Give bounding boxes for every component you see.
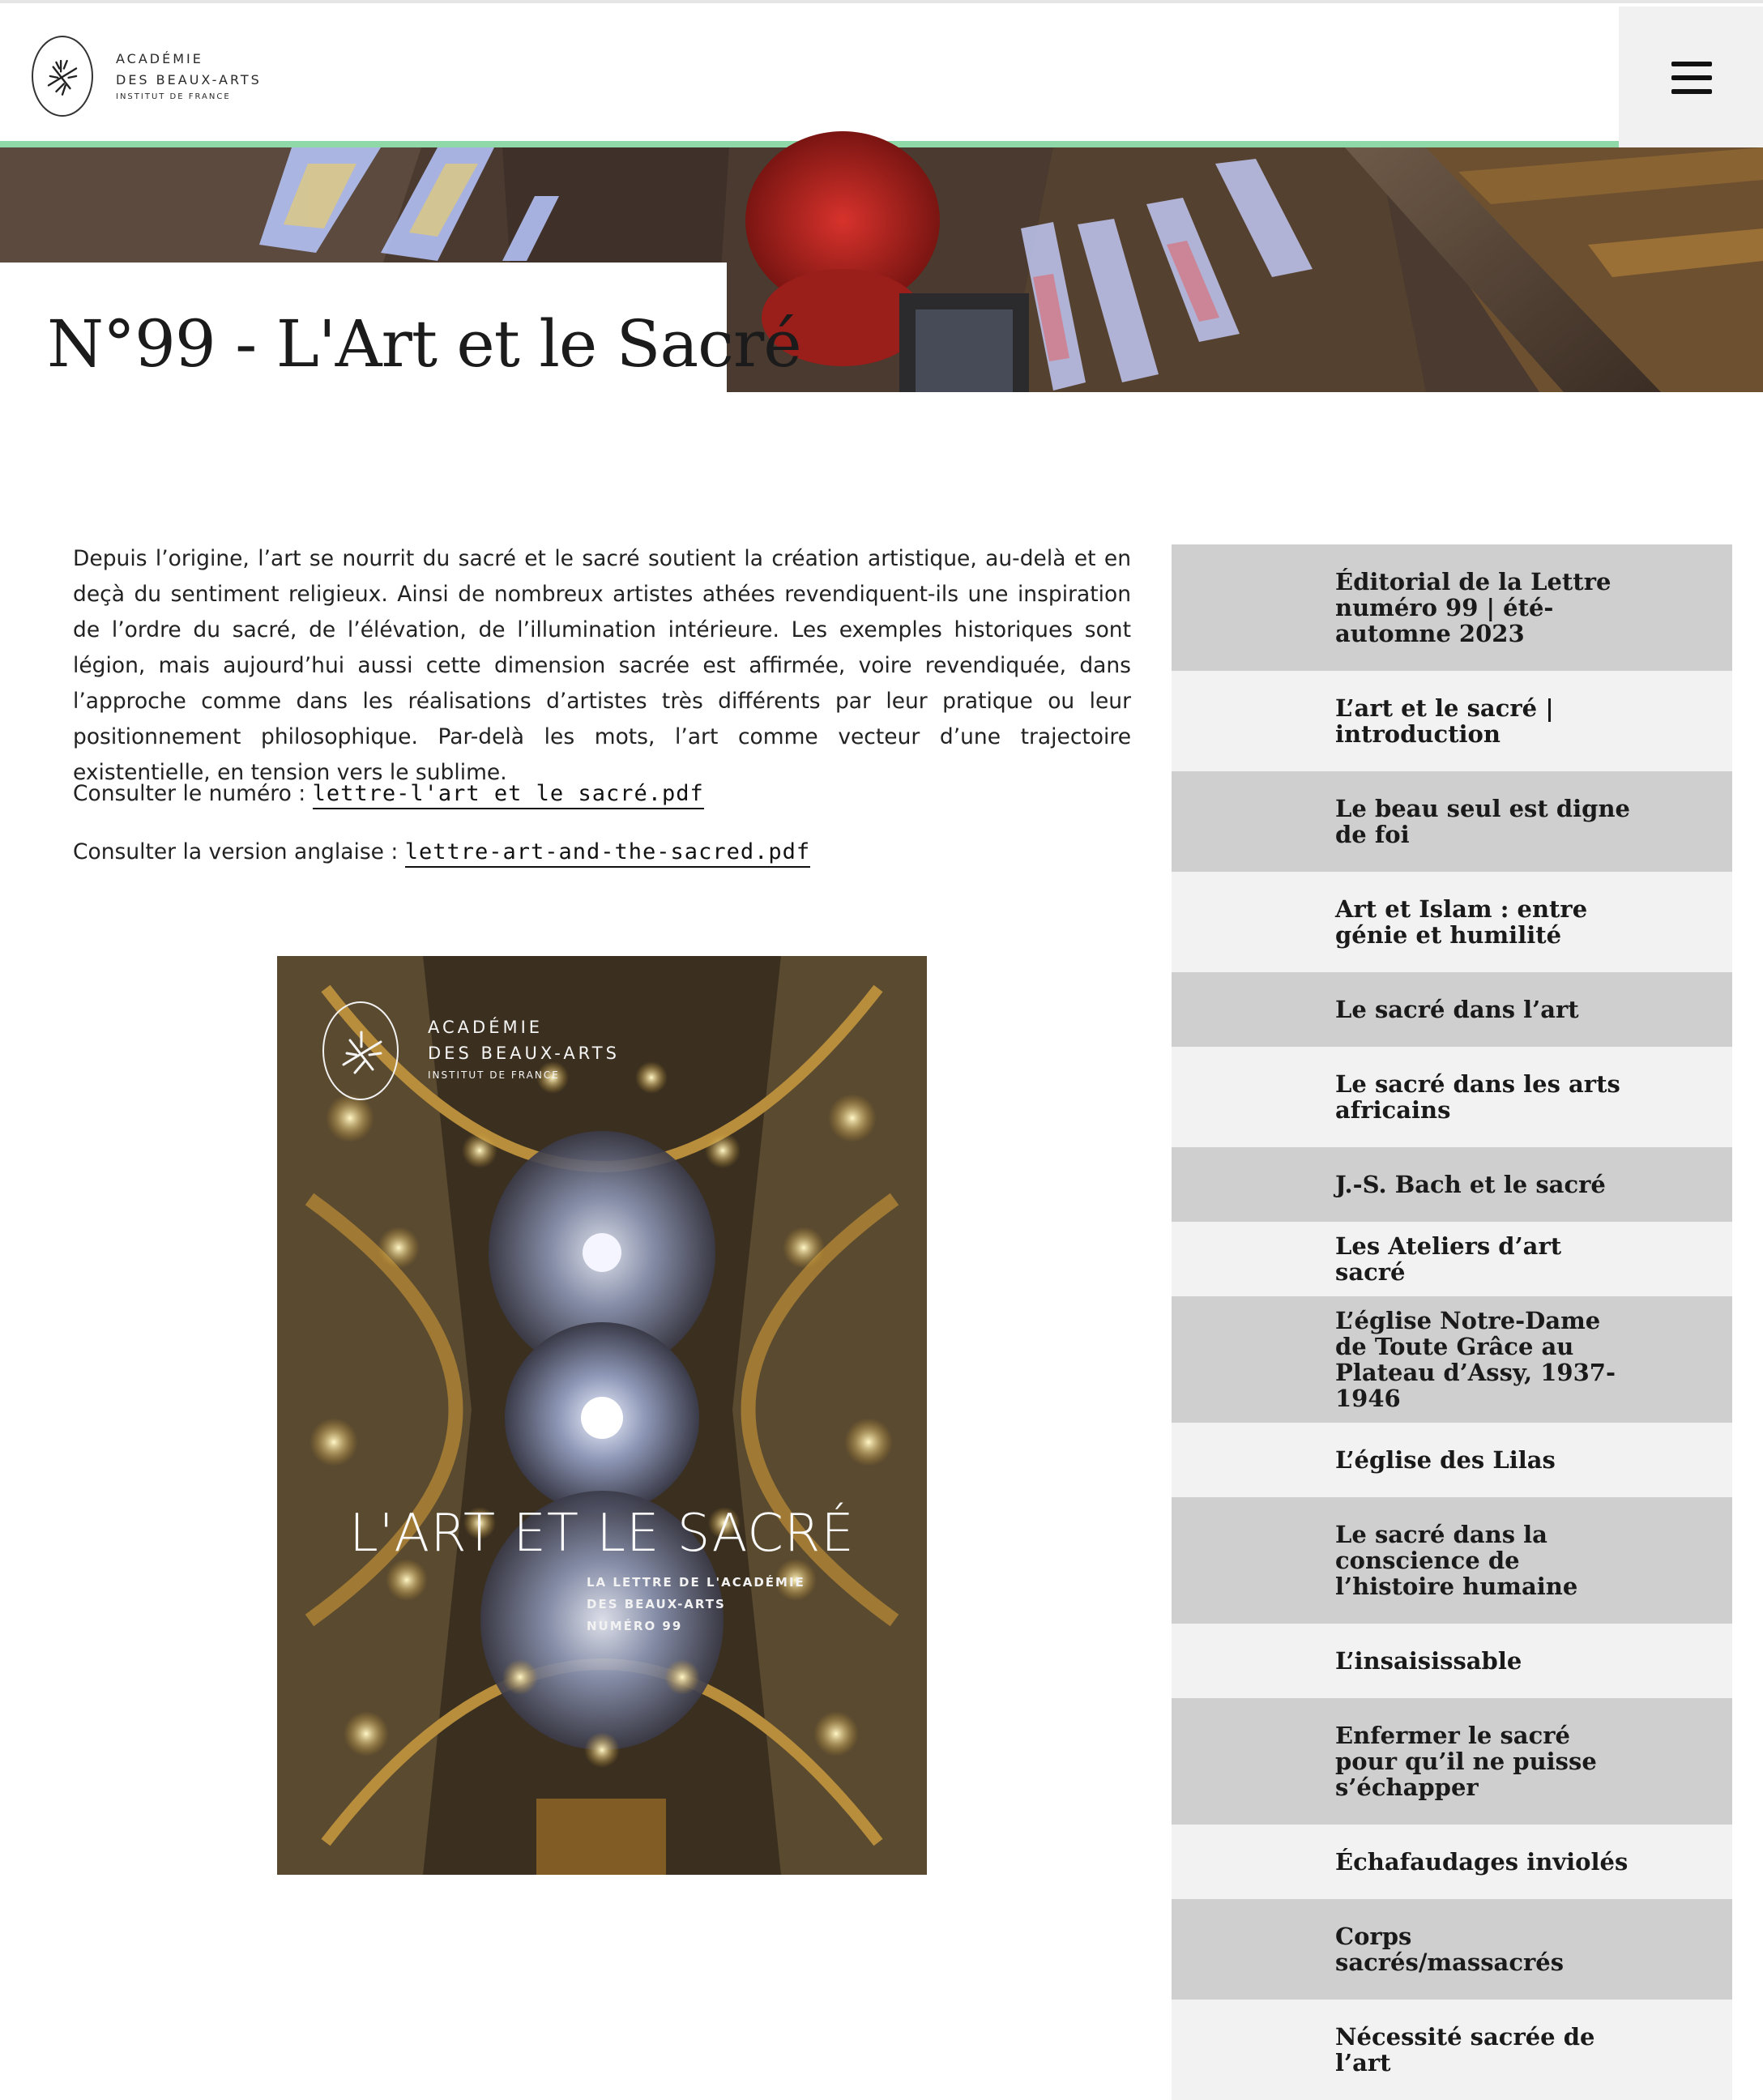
sidebar-item-label: Éditorial de la Lettre numéro 99 | été-automne 2023: [1335, 568, 1611, 647]
sidebar-item-label: Échafaudages inviolés: [1335, 1848, 1629, 1876]
sidebar-item-enfermer-sacre[interactable]: [1172, 1698, 1732, 1825]
cover-acad-line-2: DES BEAUX-ARTS: [428, 1044, 620, 1063]
sidebar-item-editorial[interactable]: [1172, 544, 1732, 671]
sidebar-item-insaisissable[interactable]: [1172, 1624, 1732, 1698]
issue-articles-sidebar: [1172, 544, 1732, 2100]
cover-academie-wordmark: [428, 1014, 620, 1081]
sidebar-item-necessite-sacree[interactable]: [1172, 2000, 1732, 2100]
academie-logo-icon[interactable]: [32, 36, 93, 117]
consult-english-line: [73, 839, 810, 864]
cover-acad-line-3: INSTITUT DE FRANCE: [428, 1069, 560, 1081]
sidebar-item-label: Le sacré dans la conscience de l’histoire humaine: [1335, 1521, 1578, 1600]
sidebar-item-introduction[interactable]: [1172, 671, 1732, 771]
cover-sub-line-3: NUMÉRO 99: [587, 1619, 683, 1633]
sidebar-item-label: L’église des Lilas: [1335, 1446, 1556, 1474]
sidebar-item-label: Enfermer le sacré pour qu’il ne puisse s’échapper: [1335, 1722, 1597, 1801]
page-title: N°99 - L'Art et le Sacré: [47, 306, 801, 382]
logo-line-1: ACADÉMIE: [116, 51, 203, 66]
logo-line-2: DES BEAUX-ARTS: [116, 72, 262, 88]
sidebar-item-sacre-dans-art[interactable]: [1172, 972, 1732, 1047]
sidebar-item-label: Le sacré dans les arts africains: [1335, 1070, 1620, 1124]
site-header: [0, 3, 1763, 146]
sidebar-item-bach[interactable]: [1172, 1147, 1732, 1222]
sidebar-item-corps-sacres[interactable]: [1172, 1899, 1732, 2000]
magazine-cover-image[interactable]: [277, 956, 927, 1875]
cover-sub-line-1: LA LETTRE DE L'ACADÉMIE: [587, 1575, 805, 1590]
sidebar-item-beau-seul[interactable]: [1172, 771, 1732, 872]
cover-academie-logo-icon: [322, 1001, 399, 1100]
intro-paragraph: Depuis l’origine, l’art se nourrit du sacré et le sacré soutient la création artistique, au-delà et en deçà du sentiment religieux. Ainsi de nombreux artistes athées revendiquent-ils une inspiration de l’ordre du sacré, de l’élévation, de l’illumination intérieure. Les exemples historiques sont légion, mais aujourd’hui aussi cette dimension sacrée est affirmée, voire revendiquée, dans l’approche comme dans les réalisations d’artistes très différents par leur pratique ou leur positionnement philosophique. Par-delà les mots, l’art comme vecteur d’une trajectoire existentielle, en tension vers le sublime.: [73, 546, 1131, 785]
sidebar-item-label: Le sacré dans l’art: [1335, 996, 1579, 1023]
consult-issue-line: [73, 781, 704, 806]
sidebar-item-conscience-histoire[interactable]: [1172, 1497, 1732, 1624]
hamburger-menu-icon[interactable]: [1619, 6, 1763, 149]
sidebar-item-label: L’insaisissable: [1335, 1647, 1522, 1675]
sidebar-item-label: L’art et le sacré | introduction: [1335, 694, 1554, 748]
sidebar-item-label: Le beau seul est digne de foi: [1335, 795, 1630, 848]
logo-wordmark[interactable]: [116, 49, 262, 101]
sidebar-item-eglise-lilas[interactable]: [1172, 1423, 1732, 1497]
page-title-box: [0, 262, 801, 392]
cover-acad-line-1: ACADÉMIE: [428, 1018, 544, 1037]
consult-issue-link[interactable]: lettre-l'art et le sacré.pdf: [313, 781, 704, 809]
cover-subtitle: [587, 1572, 805, 1637]
cover-sub-line-2: DES BEAUX-ARTS: [587, 1597, 726, 1611]
sidebar-item-art-islam[interactable]: [1172, 872, 1732, 972]
sidebar-item-label: Corps sacrés/massacrés: [1335, 1923, 1565, 1976]
sidebar-item-arts-africains[interactable]: [1172, 1047, 1732, 1147]
sidebar-item-label: J.-S. Bach et le sacré: [1335, 1171, 1606, 1198]
sidebar-item-label: Nécessité sacrée de l’art: [1335, 2023, 1595, 2077]
sidebar-item-plateau-assy[interactable]: [1172, 1296, 1732, 1423]
logo-line-3: INSTITUT DE FRANCE: [116, 92, 231, 101]
sidebar-item-label: Art et Islam : entre génie et humilité: [1335, 895, 1588, 949]
consult-issue-label: Consulter le numéro :: [73, 781, 313, 806]
sidebar-item-label: Les Ateliers d’art sacré: [1335, 1232, 1562, 1286]
consult-english-label: Consulter la version anglaise :: [73, 839, 405, 864]
sidebar-item-echafaudages[interactable]: [1172, 1825, 1732, 1899]
cover-title: L'ART ET LE SACRÉ: [349, 1504, 855, 1564]
sidebar-item-label: L’église Notre-Dame de Toute Grâce au Plateau d’Assy, 1937-1946: [1335, 1307, 1616, 1412]
consult-english-link[interactable]: lettre-art-and-the-sacred.pdf: [405, 839, 810, 868]
sidebar-item-ateliers[interactable]: [1172, 1222, 1732, 1296]
